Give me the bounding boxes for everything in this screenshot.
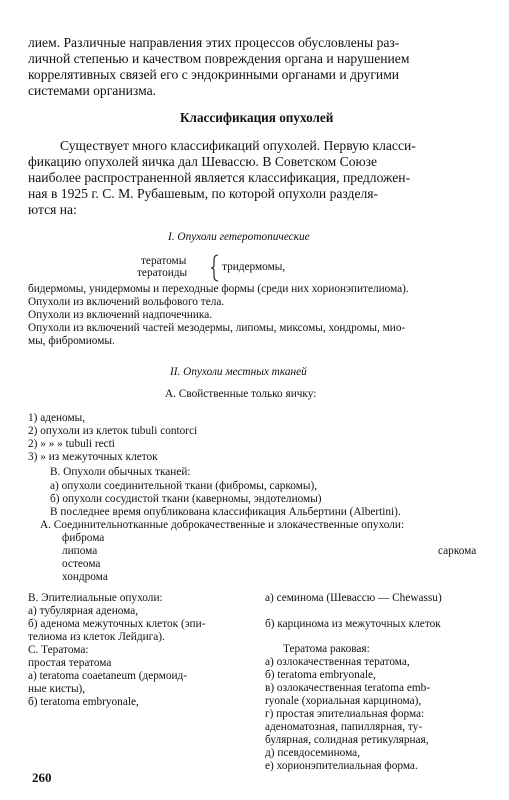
left-col-line: б) teratoma embryonale,	[28, 696, 139, 708]
curly-brace	[211, 254, 221, 282]
section1-line: Опухоли из включений вольфового тела.	[28, 296, 225, 308]
list-item: 2) опухоли из клеток tubuli contorci	[28, 425, 198, 437]
intro-line: лием. Различные направления этих процессов обусловлены раз-	[28, 35, 400, 50]
list-item: а) опухоли соединительной ткани (фибромы, саркомы),	[50, 480, 318, 492]
section1-title: I. Опухоли гетеротопические	[168, 231, 310, 243]
benign-item: фиброма	[62, 532, 105, 544]
list-item: б) опухоли сосудистой ткани (каверномы, эндотелиомы)	[50, 493, 322, 505]
benign-item: хондрома	[62, 571, 108, 583]
right-col-line: д) псевдосеминома,	[265, 747, 361, 759]
left-col-line: С. Тератома:	[28, 644, 89, 656]
left-col-line: ные кисты),	[28, 683, 86, 695]
section1-line: мы, фибромиомы.	[28, 335, 115, 347]
right-col-line: б) teratoma embryonale,	[265, 669, 376, 681]
benign-item: остеома	[62, 558, 101, 570]
left-col-line: телиома из клеток Лейдига).	[28, 631, 165, 643]
left-col-line: б) аденома межуточных клеток (эпи-	[28, 618, 206, 630]
subsection-heading: А. Соединительнотканные доброкачественные и злокачественные опухоли:	[40, 519, 405, 531]
left-col-line: а) teratoma coaetaneum (дермоид-	[28, 670, 188, 682]
right-col-line: в) озлокачественная teratoma emb-	[265, 682, 431, 694]
subsection-heading: В. Опухоли обычных тканей:	[50, 466, 191, 478]
paragraph-line: наиболее распространенной является классификация, предложен-	[28, 170, 411, 185]
intro-line: системами организма.	[28, 83, 157, 98]
left-col-line: а) тубулярная аденома,	[28, 605, 139, 617]
left-col-line: простая тератома	[28, 657, 112, 669]
benign-item: липома	[62, 545, 98, 557]
paragraph-line: ная в 1925 г. С. М. Рубашевым, по которой опухоли разделя-	[28, 186, 379, 201]
section-heading: Классификация опухолей	[180, 110, 334, 125]
right-col-line: булярная, солидная ретикулярная,	[265, 734, 429, 746]
subsection-heading: А. Свойственные только яичку:	[165, 388, 317, 400]
section1-line: бидермомы, унидермомы и переходные формы (среди них хорионэпителиома).	[28, 283, 409, 295]
list-item: 3) » из межуточных клеток	[28, 451, 158, 463]
right-col-line: аденоматозная, папиллярная, ту-	[265, 721, 423, 733]
section2-title: II. Опухоли местных тканей	[170, 366, 307, 378]
paragraph-line: Существует много классификаций опухолей. Первую класси-	[60, 138, 416, 153]
right-col-line: ryonale (хориальная карцинома),	[265, 695, 422, 707]
section1-line: Опухоли из включений надпочечника.	[28, 309, 213, 321]
section1-line: Опухоли из включений частей мезодермы, липомы, миксомы, хондромы, мио-	[28, 322, 406, 334]
right-col-line: а) озлокачественная тератома,	[265, 656, 410, 668]
left-col-line: В. Эпителиальные опухоли:	[28, 592, 163, 604]
tera-group-label: тридермомы,	[222, 261, 286, 273]
page-number: 260	[32, 770, 52, 785]
paragraph-line: фикацию опухолей яичка дал Шевассю. В Советском Союзе	[28, 154, 378, 169]
sarcoma-label: саркома	[438, 545, 477, 557]
right-col-line: Тератома раковая:	[283, 643, 370, 655]
right-col-line: е) хорионэпителиальная форма.	[265, 760, 418, 772]
intro-line: коррелятивных связей его с эндокринными органами и другими	[28, 67, 400, 82]
tera-item: тератоиды	[137, 267, 188, 279]
right-col-line: г) простая эпителиальная форма:	[265, 708, 425, 720]
list-item: 2) » » » tubuli recti	[28, 438, 115, 450]
list-item: 1) аденомы,	[28, 412, 86, 424]
right-col-line: а) семинома (Шевассю — Chewassu)	[265, 592, 442, 604]
right-col-line: б) карцинома из межуточных клеток	[265, 618, 441, 630]
paragraph-line: ются на:	[28, 202, 77, 217]
intro-line: личной степенью и качеством повреждения органа и нарушением	[28, 51, 410, 66]
tera-item: тератомы	[141, 255, 187, 267]
paragraph-line: В последнее время опубликована классификация Альбертини (Albertini).	[50, 506, 401, 518]
